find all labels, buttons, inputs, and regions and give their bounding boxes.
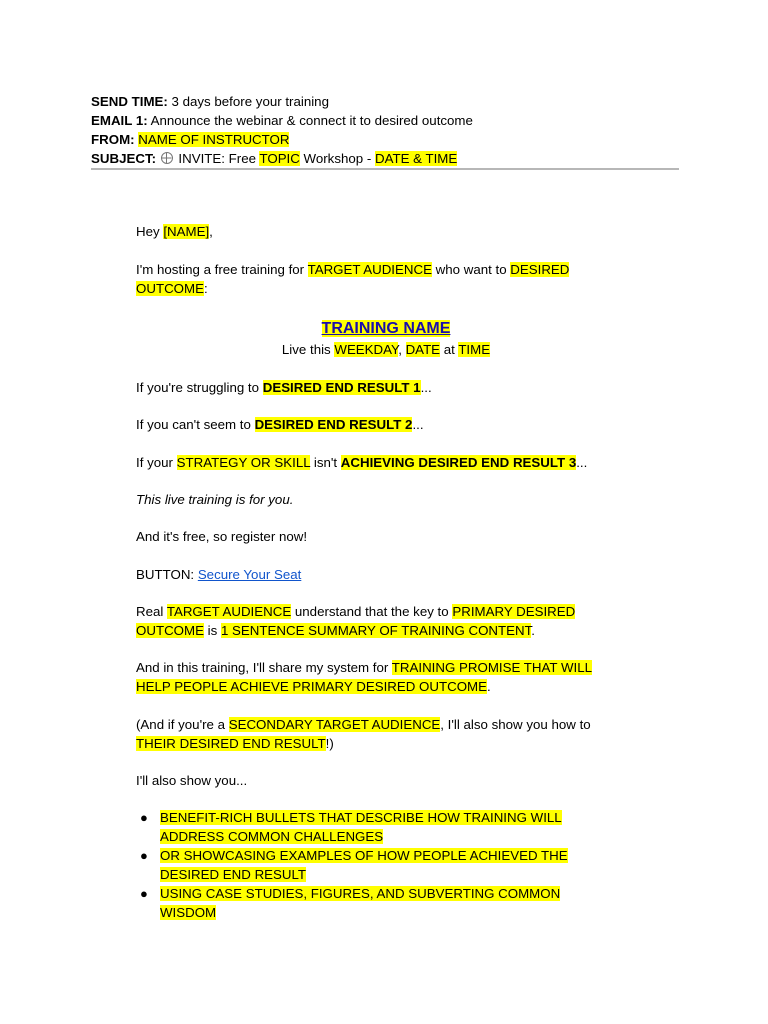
list-item bbox=[140, 846, 620, 884]
s1-post: ... bbox=[420, 380, 432, 395]
live-comma: , bbox=[398, 342, 406, 357]
greeting-post: , bbox=[209, 224, 213, 239]
also-show-line: I'll also show you... bbox=[136, 773, 248, 788]
live-date: DATE bbox=[405, 342, 441, 357]
sec-result: THEIR DESIRED END RESULT bbox=[136, 736, 326, 751]
for-you-line: This live training is for you. bbox=[136, 492, 294, 507]
email-header bbox=[91, 92, 679, 168]
from-label: FROM: bbox=[91, 132, 135, 147]
live-pre: Live this bbox=[281, 342, 335, 357]
subject-pre: INVITE: Free bbox=[174, 151, 260, 166]
real-summary: 1 SENTENCE SUMMARY OF TRAINING CONTENT bbox=[220, 623, 532, 638]
intro-line-1 bbox=[136, 260, 636, 279]
live-time: TIME bbox=[458, 342, 491, 357]
bullet-2-line-2: DESIRED END RESULT bbox=[160, 867, 307, 882]
sec-audience: SECONDARY TARGET AUDIENCE bbox=[228, 717, 441, 732]
send-time-line bbox=[91, 92, 679, 111]
s2-result: DESIRED END RESULT 2 bbox=[254, 417, 413, 432]
s1-result: DESIRED END RESULT 1 bbox=[262, 380, 421, 395]
real-is: is bbox=[203, 623, 221, 638]
secure-your-seat-link[interactable]: Secure Your Seat bbox=[197, 567, 302, 582]
real-audience: TARGET AUDIENCE bbox=[166, 604, 292, 619]
share-promise-2: HELP PEOPLE ACHIEVE PRIMARY DESIRED OUTCOME bbox=[136, 679, 487, 694]
subject-label: SUBJECT: bbox=[91, 151, 157, 166]
live-weekday: WEEKDAY bbox=[334, 342, 399, 357]
s3-pre: If your bbox=[136, 455, 177, 470]
share-post: . bbox=[487, 679, 491, 694]
s1-pre: If you're struggling to bbox=[136, 380, 263, 395]
share-promise-1: TRAINING PROMISE THAT WILL bbox=[391, 660, 593, 675]
sec-pre: (And if you're a bbox=[136, 717, 229, 732]
sec-mid: , I'll also show you how to bbox=[440, 717, 591, 732]
bullet-3-line-1: USING CASE STUDIES, FIGURES, AND SUBVERTING COMMON bbox=[160, 886, 561, 901]
list-item bbox=[140, 884, 620, 922]
s2-post: ... bbox=[412, 417, 424, 432]
secondary-line-2 bbox=[136, 734, 636, 753]
intro-outcome-2: OUTCOME bbox=[136, 281, 204, 296]
bullet-1-line-1: BENEFIT-RICH BULLETS THAT DESCRIBE HOW TRAINING WILL bbox=[160, 810, 562, 825]
subject-date: DATE & TIME bbox=[375, 151, 458, 166]
secondary-line-1 bbox=[136, 715, 636, 734]
real-line-1 bbox=[136, 602, 636, 621]
s2-pre: If you can't seem to bbox=[136, 417, 255, 432]
intro-pre: I'm hosting a free training for bbox=[136, 262, 308, 277]
real-line-2 bbox=[136, 621, 636, 640]
live-line bbox=[136, 340, 636, 359]
intro-outcome-1: DESIRED bbox=[510, 262, 570, 277]
bullet-2-line-1: OR SHOWCASING EXAMPLES OF HOW PEOPLE ACHIEVED THE bbox=[160, 848, 568, 863]
email-label: EMAIL 1: bbox=[91, 113, 148, 128]
from-line bbox=[91, 130, 679, 149]
intro-mid: who want to bbox=[431, 262, 511, 277]
s3-mid: isn't bbox=[310, 455, 341, 470]
share-line-1 bbox=[136, 658, 636, 677]
email-value: Announce the webinar & connect it to desired outcome bbox=[147, 113, 473, 128]
real-post: . bbox=[531, 623, 535, 638]
subject-line bbox=[91, 149, 679, 168]
bullet-1-line-2: ADDRESS COMMON CHALLENGES bbox=[160, 829, 384, 844]
subject-topic: TOPIC bbox=[259, 151, 300, 166]
button-label: BUTTON: bbox=[136, 567, 198, 582]
globe-icon bbox=[161, 152, 173, 164]
real-mid: understand that the key to bbox=[291, 604, 453, 619]
bullet-icon: ● bbox=[140, 848, 148, 863]
training-name-line bbox=[136, 318, 636, 340]
share-pre: And in this training, I'll share my system for bbox=[136, 660, 392, 675]
sec-post: !) bbox=[325, 736, 334, 751]
send-time-value: 3 days before your training bbox=[167, 94, 329, 109]
free-line: And it's free, so register now! bbox=[136, 529, 308, 544]
s3-strategy: STRATEGY OR SKILL bbox=[176, 455, 311, 470]
real-pre: Real bbox=[136, 604, 167, 619]
live-at: at bbox=[440, 342, 459, 357]
button-line bbox=[136, 565, 636, 584]
bullet-3-line-2: WISDOM bbox=[160, 905, 217, 920]
intro-post: : bbox=[203, 281, 208, 296]
training-name: TRAINING NAME bbox=[321, 320, 451, 337]
s3-result: ACHIEVING DESIRED END RESULT 3 bbox=[340, 455, 577, 470]
intro-audience: TARGET AUDIENCE bbox=[307, 262, 432, 277]
real-outcome-2: OUTCOME bbox=[136, 623, 204, 638]
bullet-icon: ● bbox=[140, 810, 148, 825]
struggle-line-3 bbox=[136, 453, 636, 472]
greeting bbox=[136, 222, 636, 241]
struggle-line-2 bbox=[136, 415, 636, 434]
greeting-pre: Hey bbox=[136, 224, 164, 239]
greeting-name: [NAME] bbox=[163, 224, 210, 239]
real-outcome-1: PRIMARY DESIRED bbox=[452, 604, 576, 619]
list-item bbox=[140, 808, 620, 846]
header-divider bbox=[91, 168, 679, 170]
s3-post: ... bbox=[576, 455, 588, 470]
struggle-line-1 bbox=[136, 378, 636, 397]
bullet-icon: ● bbox=[140, 886, 148, 901]
share-line-2 bbox=[136, 677, 636, 696]
from-value: NAME OF INSTRUCTOR bbox=[138, 132, 290, 147]
subject-mid: Workshop - bbox=[299, 151, 375, 166]
send-time-label: SEND TIME: bbox=[91, 94, 168, 109]
email-line bbox=[91, 111, 679, 130]
intro-line-2 bbox=[136, 279, 636, 298]
